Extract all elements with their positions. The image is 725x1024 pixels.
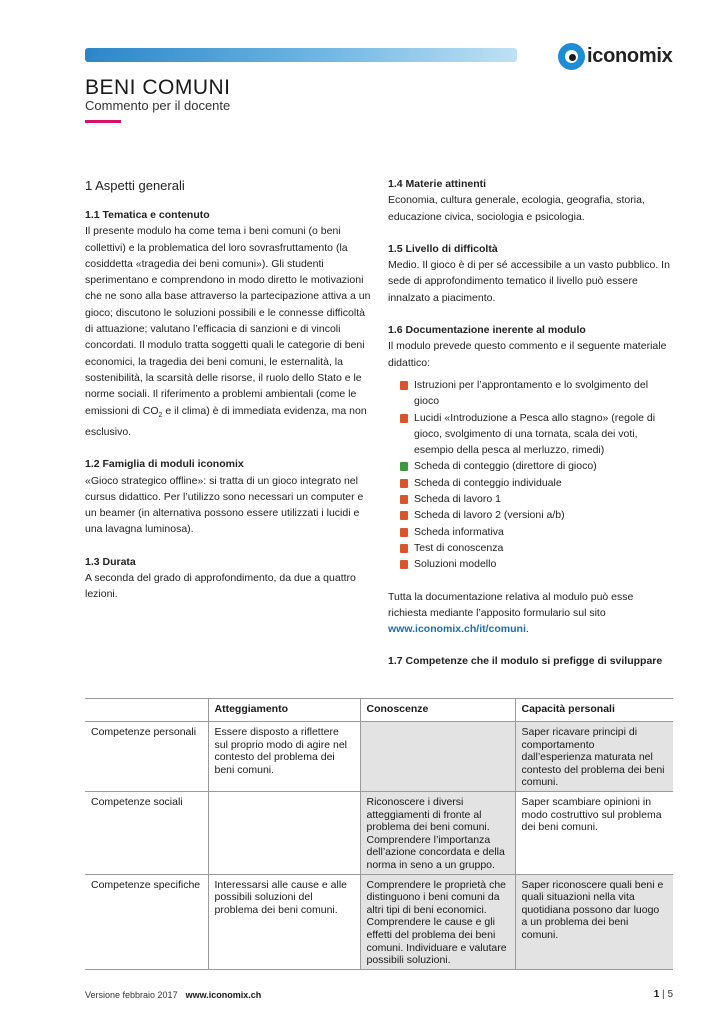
table-cell: Essere disposto a riflettere sul proprio modo di agire nel contesto del problema dei beni comuni. [208, 722, 360, 792]
list-item-label: Istruzioni per l’approntamento e lo svolgimento del gioco [414, 378, 649, 408]
website-link[interactable]: www.iconomix.ch/it/comuni [388, 623, 526, 636]
s16-outro: Tutta la documentazione relativa al modulo può esse richiesta mediante l’apposito formulario sul sito [388, 590, 634, 619]
pdf-icon [400, 381, 408, 390]
list-item-label: Scheda di conteggio individuale [414, 476, 562, 489]
s12-heading: 1.2 Famiglia di moduli iconomix [85, 458, 244, 471]
s17-heading: 1.7 Competenze che il modulo si prefigge di sviluppare [388, 655, 663, 668]
table-cell: Saper scambiare opinioni in modo costruttivo sul problema dei beni comuni. [515, 791, 673, 874]
s11-text-b: e il clima) è di immediata evidenza, ma non esclusivo. [85, 404, 367, 438]
list-item [400, 556, 673, 572]
pdf-icon [400, 479, 408, 488]
page-current: 1 [653, 989, 660, 1000]
list-item-label: Scheda di lavoro 1 [414, 493, 501, 506]
list-item-label: Test di conoscenza [414, 541, 504, 554]
table-cell: Riconoscere i diversi atteggiamenti di fronte al problema dei beni comuni. Comprendere l’importanza dell’azione concordata e della norma in seno a un gruppo. [360, 791, 515, 874]
pdf-icon [400, 495, 408, 504]
title-underline [85, 120, 121, 123]
pdf-icon [400, 560, 408, 569]
table-row [85, 874, 673, 969]
document-title: BENI COMUNI [85, 76, 231, 99]
s11-text [85, 223, 373, 440]
s13-heading: 1.3 Durata [85, 555, 136, 568]
left-column [85, 176, 373, 603]
s16-link-line [388, 621, 673, 637]
header-empty [85, 699, 208, 722]
table-cell [208, 791, 360, 874]
list-item [400, 540, 673, 556]
competences-table [85, 698, 673, 970]
pdf-icon [400, 544, 408, 553]
pdf-icon [400, 414, 408, 423]
list-item-label: Scheda di lavoro 2 (versioni a/b) [414, 509, 565, 522]
right-column [388, 176, 673, 670]
materials-list [388, 377, 673, 573]
s14-heading: 1.4 Materie attinenti [388, 178, 487, 190]
version-text: Versione febbraio 2017 [85, 990, 178, 1000]
s14-text: Economia, cultura generale, ecologia, geografia, storia, educazione civica, sociologia e psicologia. [388, 194, 645, 223]
header-atteggiamento: Atteggiamento [208, 699, 360, 722]
header-conoscenze: Conoscenze [360, 699, 515, 722]
list-item-label: Scheda di conteggio (direttore di gioco) [414, 460, 597, 473]
s12-text: «Gioco strategico offline»: si tratta di un gioco integrato nel cursus didattico. Per l’utilizzo sono necessari un computer e un beamer (in alternativa possono essere utilizzati i lucidi e una lavagna luminosa). [85, 474, 364, 536]
section-title: 1 Aspetti generali [85, 178, 185, 193]
list-item [400, 410, 673, 459]
co2-subscript: 2 [158, 411, 163, 419]
page-separator: | [659, 989, 668, 1000]
iconomix-logo [558, 40, 672, 72]
header-accent-bar [85, 48, 517, 62]
s15-heading: 1.5 Livello di difficoltà [388, 242, 498, 255]
s16-intro: Il modulo prevede questo commento e il seguente materiale didattico: [388, 340, 667, 369]
list-item-label: Scheda informativa [414, 525, 504, 538]
link-suffix: . [525, 623, 529, 636]
logo-text: iconomix [587, 44, 673, 67]
s16-heading: 1.6 Documentazione inerente al modulo [388, 324, 586, 337]
spreadsheet-icon [400, 462, 408, 471]
table-row [85, 791, 673, 874]
table-row [85, 722, 673, 792]
list-item-label: Soluzioni modello [414, 558, 497, 571]
list-item [400, 491, 673, 507]
header-capacita: Capacità personali [515, 699, 673, 722]
row-label: Competenze sociali [85, 791, 208, 874]
table-cell: Saper ricavare principi di comportamento dall’esperienza maturata nel contesto del problema dei beni comuni. [515, 722, 673, 792]
table-cell: Comprendere le proprietà che distinguono i beni comuni da altri tipi di beni economici. Comprendere le cause e gli effetti del problema dei beni comuni. Individuare e valutare possibili soluzioni. [360, 874, 515, 969]
table-header-row [85, 699, 673, 722]
table-cell [360, 722, 515, 792]
footer-version [85, 990, 261, 1000]
s13-text: A seconda del grado di approfondimento, da due a quattro lezioni. [85, 572, 356, 601]
list-item [400, 377, 673, 410]
table-cell: Interessarsi alle cause e alle possibili soluzioni del problema dei beni comuni. [208, 874, 360, 969]
page-total: 5 [667, 989, 673, 1000]
list-item [400, 507, 673, 523]
logo-mark-icon [558, 43, 585, 70]
pdf-icon [400, 511, 408, 520]
list-item [400, 458, 673, 474]
s11-heading: 1.1 Tematica e contenuto [85, 209, 210, 221]
page-number [654, 989, 673, 1000]
list-item [400, 524, 673, 540]
list-item [400, 475, 673, 491]
table-cell: Saper riconoscere quali beni e quali situazioni nella vita quotidiana possono dar luogo a un problema dei beni comuni. [515, 874, 673, 969]
pdf-icon [400, 528, 408, 537]
footer-url[interactable]: www.iconomix.ch [185, 990, 262, 1000]
document-subtitle: Commento per il docente [85, 98, 231, 113]
row-label: Competenze personali [85, 722, 208, 792]
list-item-label: Lucidi «Introduzione a Pesca allo stagno» (regole di gioco, svolgimento di una tornata, scala dei voti, esempio della pesca al merluzzo, rimedi) [414, 411, 656, 457]
s11-text-a: Il presente modulo ha come tema i beni comuni (o beni collettivi) e la problematica del loro sovrasfruttamento (la cosiddetta «tragedia dei beni comuni»). Gli studenti sperimentano e comprendono in modo diretto le motivazioni che ne sono alla base attraverso la partecipazione attiva a un gioco; discutono le soluzioni possibili e le connesse difficoltà di attuazione; valutano l’efficacia di sanzioni e di vincoli concordati. Il modulo tratta soggetti quali le categorie di beni economici, la tragedia dei beni comuni, le esternalità, la sostenibilità, la scarsità delle risorse, il ruolo dello Stato e le norme sociali. Il riferimento a problemi ambientali (come le emissioni di CO [85, 225, 371, 417]
s15-text: Medio. Il gioco è di per sé accessibile a un vasto pubblico. In sede di approfondimento tematico il livello può essere innalzato a piacimento. [388, 259, 670, 304]
row-label: Competenze specifiche [85, 874, 208, 969]
